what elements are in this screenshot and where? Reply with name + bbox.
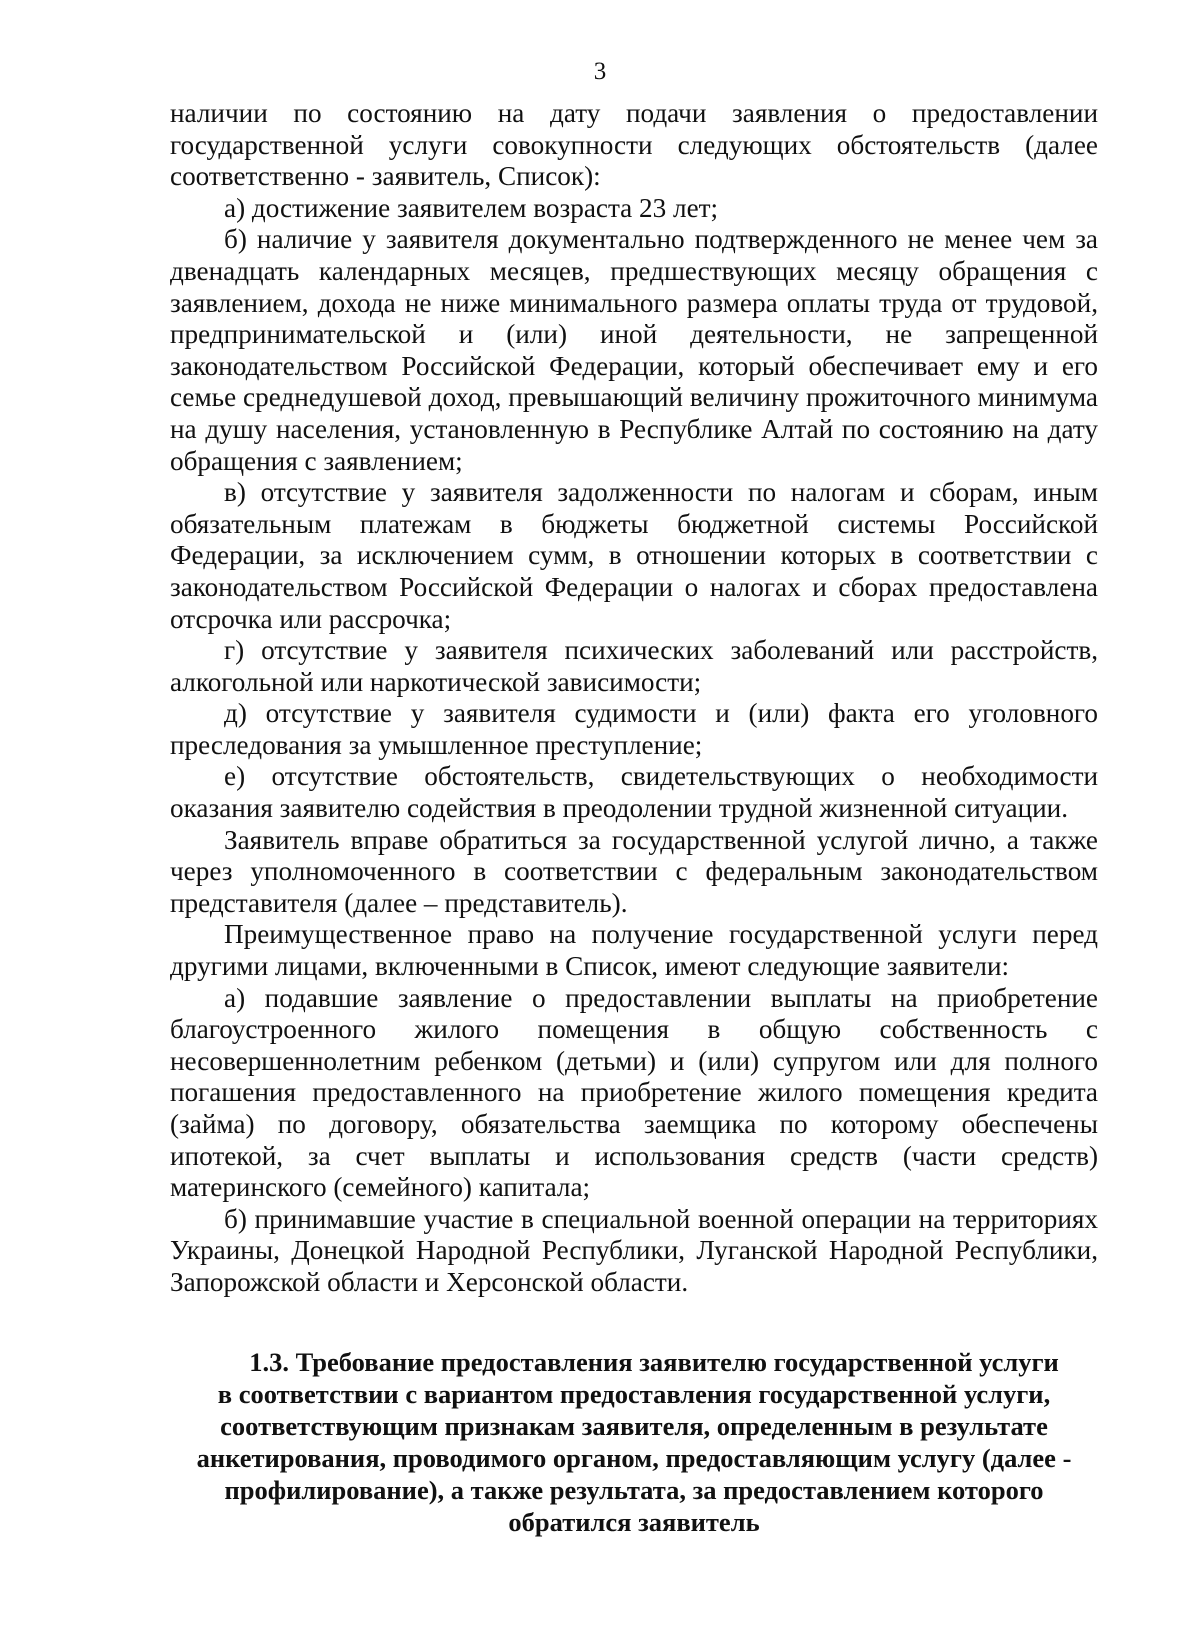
document-body bbox=[170, 98, 1098, 1299]
heading-line: анкетирования, проводимого органом, предоставляющим услугу (далее - bbox=[196, 1443, 1072, 1473]
section-heading-1-3 bbox=[170, 1346, 1098, 1538]
paragraph-item-a-age: а) достижение заявителем возраста 23 лет; bbox=[224, 192, 719, 223]
paragraph-item-g-health: г) отсутствие у заявителя психических заболеваний или расстройств, алкогольной или наркотической зависимости; bbox=[170, 635, 1098, 697]
heading-line: 1.3. Требование предоставления заявителю государственной услуги bbox=[249, 1347, 1059, 1377]
heading-line: обратился заявитель bbox=[508, 1507, 760, 1537]
paragraph-representative: Заявитель вправе обратиться за государственной услугой лично, а также через уполномоченного в соответствии с федеральным законодательством представителя (далее – представитель). bbox=[170, 824, 1098, 918]
paragraph-item-b-income: б) наличие у заявителя документально подтвержденного не менее чем за двенадцать календарных месяцев, предшествующих месяцу обращения с заявлением, дохода не ниже минимального размера оплаты труда от трудовой, предпринимательской и (или) иной деятельности, не запрещенной законодательством Российской Федерации, который обеспечивает ему и его семье среднедушевой доход, превышающий величину прожиточного минимума на душу населения, установленную в Республике Алтай по состоянию на дату обращения с заявлением; bbox=[170, 224, 1098, 476]
paragraph-item-e-circumstances: е) отсутствие обстоятельств, свидетельствующих о необходимости оказания заявителю содействия в преодолении трудной жизненной ситуации. bbox=[170, 761, 1098, 824]
heading-line: соответствующим признакам заявителя, определенным в результате bbox=[220, 1411, 1048, 1441]
paragraph-priority-right: Преимущественное право на получение государственной услуги перед другими лицами, включенными в Список, имеют следующие заявители: bbox=[170, 919, 1098, 982]
paragraph-priority-a: а) подавшие заявление о предоставлении выплаты на приобретение благоустроенного жилого помещения в общую собственность с несовершеннолетним ребенком (детьми) и (или) супругом или для полного погашения предоставленного на приобретение жилого помещения кредита (займа) по договору, обязательства заемщика по которому обеспечены ипотекой, за счет выплаты и использования средств (части средств) материнского (семейного) капитала; bbox=[170, 982, 1098, 1203]
paragraph-intro: наличии по состоянию на дату подачи заявления о предоставлении государственной услуги совокупности следующих обстоятельств (далее соответственно - заявитель, Список): bbox=[170, 98, 1098, 192]
heading-line: в соответствии с вариантом предоставления государственной услуги, bbox=[217, 1379, 1051, 1409]
page-number: 3 bbox=[593, 58, 607, 85]
paragraph-item-d-conviction: д) отсутствие у заявителя судимости и (или) факта его уголовного преследования за умышленное преступление; bbox=[170, 698, 1098, 760]
paragraph-priority-b: б) принимавшие участие в специальной военной операции на территориях Украины, Донецкой Народной Республики, Луганской Народной Республики, Запорожской области и Херсонской области. bbox=[170, 1203, 1098, 1297]
paragraph-item-v-debts: в) отсутствие у заявителя задолженности по налогам и сборам, иным обязательным платежам в бюджеты бюджетной системы Российской Федерации, за исключением сумм, в отношении которых в соответствии с законодательством Российской Федерации о налогах и сборах предоставлена отсрочка или рассрочка; bbox=[170, 477, 1098, 634]
heading-line: профилирование), а также результата, за предоставлением которого bbox=[224, 1475, 1044, 1505]
